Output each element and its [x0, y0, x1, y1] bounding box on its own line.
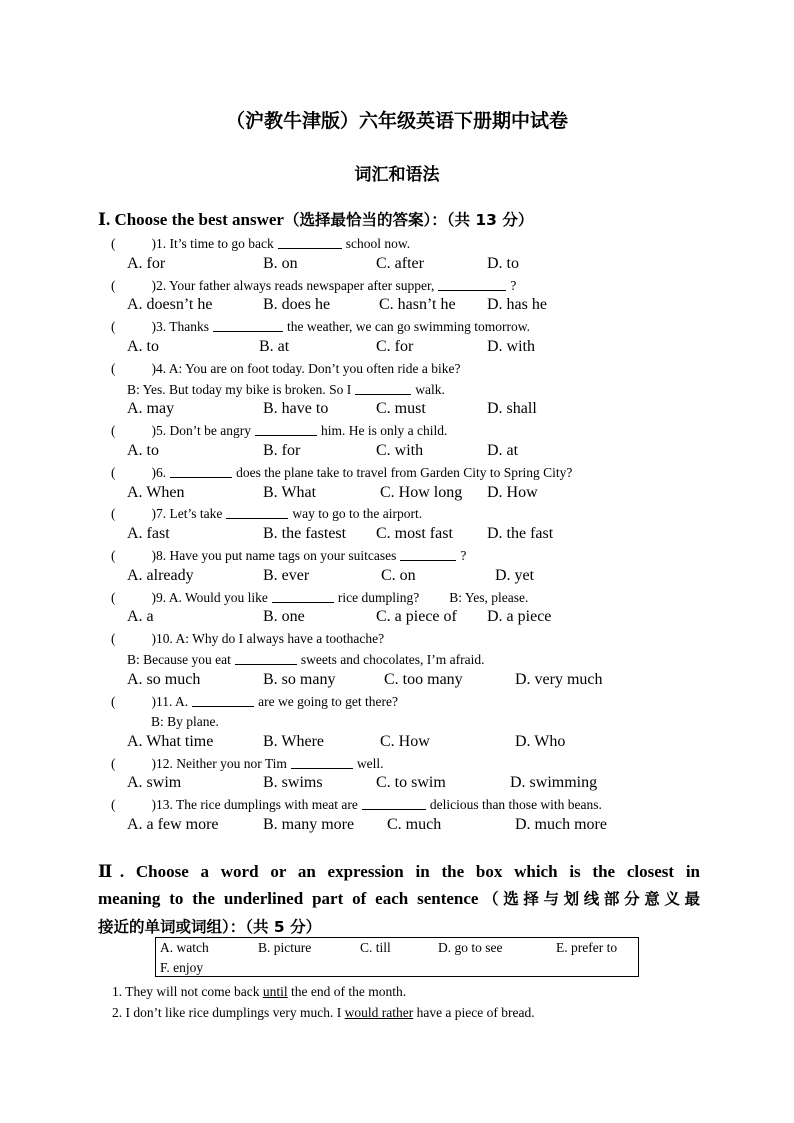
option: B. the fastest	[263, 525, 347, 543]
page-subtitle: 词汇和语法	[354, 165, 440, 185]
question-text: 2. Your father always reads newspaper after supper,	[156, 277, 435, 293]
question-5: ( )5. Don’t be angry him. He is only a child.	[111, 423, 448, 439]
options-4	[111, 400, 711, 421]
question-4: ( )4. A: You are on foot today. Don’t you often ride a bike?	[111, 360, 461, 376]
question-text: 6.	[156, 464, 167, 480]
box-option: E. prefer to	[556, 940, 618, 955]
option: A. a	[127, 608, 154, 626]
answer-blank	[170, 463, 232, 478]
question-text: B: Yes. But today my bike is broken. So I	[127, 381, 352, 397]
section1-questions	[111, 234, 711, 837]
option: A. When	[127, 483, 185, 501]
option: D. at	[487, 441, 519, 459]
option: B. does he	[263, 296, 331, 314]
options-13	[111, 816, 711, 837]
question-6: ( )6. does the plane take to travel from Garden City to Spring City?	[111, 464, 573, 480]
options-8	[111, 567, 711, 588]
option: C. for	[376, 337, 414, 355]
answer-blank	[226, 504, 288, 519]
section1-heading-cn: （选择最恰当的答案）：（共 13 分）	[283, 211, 534, 229]
options-7	[111, 525, 711, 546]
question-text: school now.	[345, 236, 411, 251]
question-text: ?	[460, 547, 467, 563]
question-text: 7. Let’s take	[156, 506, 223, 522]
question-text: are we going to get there?	[258, 693, 398, 709]
option: D. with	[487, 337, 535, 355]
option: C. must	[376, 400, 426, 418]
option: D. shall	[487, 400, 537, 418]
option: C. with	[376, 441, 424, 459]
question-text: 12. Neither you nor Tim	[156, 755, 287, 771]
option: B. What	[263, 483, 317, 501]
question-8: ( )8. Have you put name tags on your suitcases ?	[111, 547, 467, 563]
question-text: rice dumpling?	[337, 589, 420, 605]
option: B. so many	[263, 670, 336, 688]
question-text: 8. Have you put name tags on your suitcases	[156, 547, 397, 563]
option: B. one	[263, 608, 305, 626]
page-title: （沪教牛津版）六年级英语下册期中试卷	[225, 110, 568, 132]
option: D. Who	[515, 732, 566, 750]
option: D. swimming	[510, 774, 598, 792]
option: A. for	[127, 254, 166, 272]
question-3: ( )3. Thanks the weather, we can go swimming tomorrow.	[111, 319, 531, 335]
section2-heading-line2	[98, 885, 700, 913]
question-text: 9. A. Would you like	[156, 589, 268, 605]
question-text: 1. It’s time to go back	[156, 236, 274, 251]
option: C. to swim	[376, 774, 446, 792]
options-2	[111, 296, 711, 317]
options-3	[111, 338, 711, 359]
sentence-text: 2. I don’t like rice dumplings very much. I	[112, 1005, 345, 1020]
question-text: ?	[510, 277, 517, 293]
question-text: B: Yes, please.	[449, 589, 529, 605]
question-11: ( )11. A. are we going to get there?	[111, 693, 398, 709]
question-10: ( )10. A: Why do I always have a toothache?	[111, 631, 385, 647]
question-text: 4. A: You are on foot today. Don’t you often ride a bike?	[156, 360, 461, 376]
question-7: ( )7. Let’s take way to go to the airport.	[111, 506, 423, 522]
option: A. swim	[127, 774, 182, 792]
option: A. so much	[127, 670, 201, 688]
answer-blank	[192, 692, 254, 707]
answer-blank	[213, 317, 283, 332]
option: C. hasn’t he	[379, 296, 456, 314]
answer-blank	[272, 588, 334, 603]
option: A. a few more	[127, 815, 219, 833]
option: A. may	[127, 400, 175, 418]
options-9	[111, 608, 711, 629]
answer-blank	[400, 546, 456, 561]
answer-blank	[355, 380, 411, 395]
question-text: 11. A.	[156, 693, 189, 709]
question-text: 5. Don’t be angry	[156, 423, 251, 439]
option: A. to	[127, 337, 159, 355]
question-text: 10. A: Why do I always have a toothache?	[156, 631, 385, 647]
section2-heading-cn: （选择与划线部分意义最	[478, 890, 700, 908]
answer-blank	[438, 276, 506, 291]
option: D. yet	[495, 566, 535, 584]
options-1	[111, 255, 711, 276]
answer-blank	[278, 234, 342, 249]
question-text: sweets and chocolates, I’m afraid.	[300, 651, 485, 667]
question-9: ( )9. A. Would you like rice dumpling? B: Yes, please.	[111, 589, 529, 605]
option: A. doesn’t he	[127, 296, 213, 314]
sentence-text: have a piece of bread.	[413, 1005, 535, 1020]
word-box	[155, 937, 639, 977]
option: B. many more	[263, 815, 355, 833]
option: C. How long	[380, 483, 463, 501]
box-option: F. enjoy	[160, 960, 204, 975]
options-10	[111, 671, 711, 692]
options-11	[111, 733, 711, 754]
question-text: way to go to the airport.	[292, 506, 423, 522]
question-1: ( )1. It’s time to go back school now.	[111, 236, 411, 251]
box-option: C. till	[360, 940, 391, 955]
options-12	[111, 774, 711, 795]
option: C. How	[380, 732, 430, 750]
question-text: 13. The rice dumplings with meat are	[156, 797, 358, 813]
option: D. very much	[515, 670, 603, 688]
option: A. already	[127, 566, 194, 584]
answer-blank	[235, 650, 297, 665]
options-6	[111, 484, 711, 505]
option: B. on	[263, 254, 298, 272]
options-5	[111, 442, 711, 463]
option: D. the fast	[487, 525, 554, 543]
section2-heading-en: meaning to the underlined part of each sentence	[98, 889, 479, 908]
option: A. What time	[127, 732, 214, 750]
box-option: B. picture	[258, 940, 312, 955]
option: D. much more	[515, 815, 607, 833]
question-11-continued	[111, 712, 711, 732]
option: B. at	[259, 337, 290, 355]
section1-heading	[98, 208, 533, 230]
sentence-text: the end of the month.	[287, 984, 407, 999]
option: D. to	[487, 254, 519, 272]
section2-heading-cn-cont: 接近的单词或词组）：（共 5 分）	[98, 918, 322, 936]
sentence-text: 1. They will not come back	[112, 984, 263, 999]
question-text: B: By plane.	[151, 714, 219, 730]
sentence-2	[112, 1002, 712, 1023]
underlined-phrase: until	[262, 984, 288, 999]
option: A. fast	[127, 525, 170, 543]
option: D. a piece	[487, 608, 552, 626]
option: C. a piece of	[376, 608, 457, 626]
answer-blank	[291, 754, 353, 769]
answer-blank	[255, 421, 317, 436]
option: C. most fast	[376, 525, 453, 543]
underlined-phrase: would rather	[344, 1005, 414, 1020]
option: B. ever	[263, 566, 310, 584]
option: C. on	[381, 566, 416, 584]
question-text: well.	[356, 755, 384, 771]
question-4-continued	[111, 380, 711, 401]
question-text: him. He is only a child.	[320, 423, 448, 439]
option: B. swims	[263, 774, 323, 792]
option: C. after	[376, 254, 424, 272]
option: A. to	[127, 441, 159, 459]
question-2: ( )2. Your father always reads newspaper after supper, ?	[111, 277, 517, 293]
question-13: ( )13. The rice dumplings with meat are delicious than those with beans.	[111, 797, 602, 813]
question-10-continued	[111, 650, 711, 671]
question-text: walk.	[415, 381, 445, 397]
sentence-1	[112, 981, 712, 1002]
question-text: delicious than those with beans.	[429, 797, 602, 813]
question-text: does the plane take to travel from Garden City to Spring City?	[236, 464, 573, 480]
question-text: the weather, we can go swimming tomorrow.	[287, 319, 531, 335]
option: B. have to	[263, 400, 329, 418]
option: B. for	[263, 441, 301, 459]
section2-sentences	[112, 981, 712, 1023]
section2-heading	[98, 858, 700, 941]
section2-heading-line1: Ⅱ. Choose a word or an expression in the box which is the closest in	[98, 862, 700, 881]
option: D. How	[487, 483, 538, 501]
section1-heading-en: Ⅰ. Choose the best answer	[98, 210, 284, 229]
question-text: B: Because you eat	[127, 651, 231, 667]
option: B. Where	[263, 732, 325, 750]
question-text: 3. Thanks	[156, 319, 209, 335]
option: D. has he	[487, 296, 547, 314]
question-12: ( )12. Neither you nor Tim well.	[111, 755, 384, 771]
box-option: A. watch	[160, 940, 209, 955]
box-option: D. go to see	[438, 940, 503, 955]
option: C. much	[387, 815, 442, 833]
answer-blank	[362, 795, 426, 810]
option: C. too many	[384, 670, 463, 688]
